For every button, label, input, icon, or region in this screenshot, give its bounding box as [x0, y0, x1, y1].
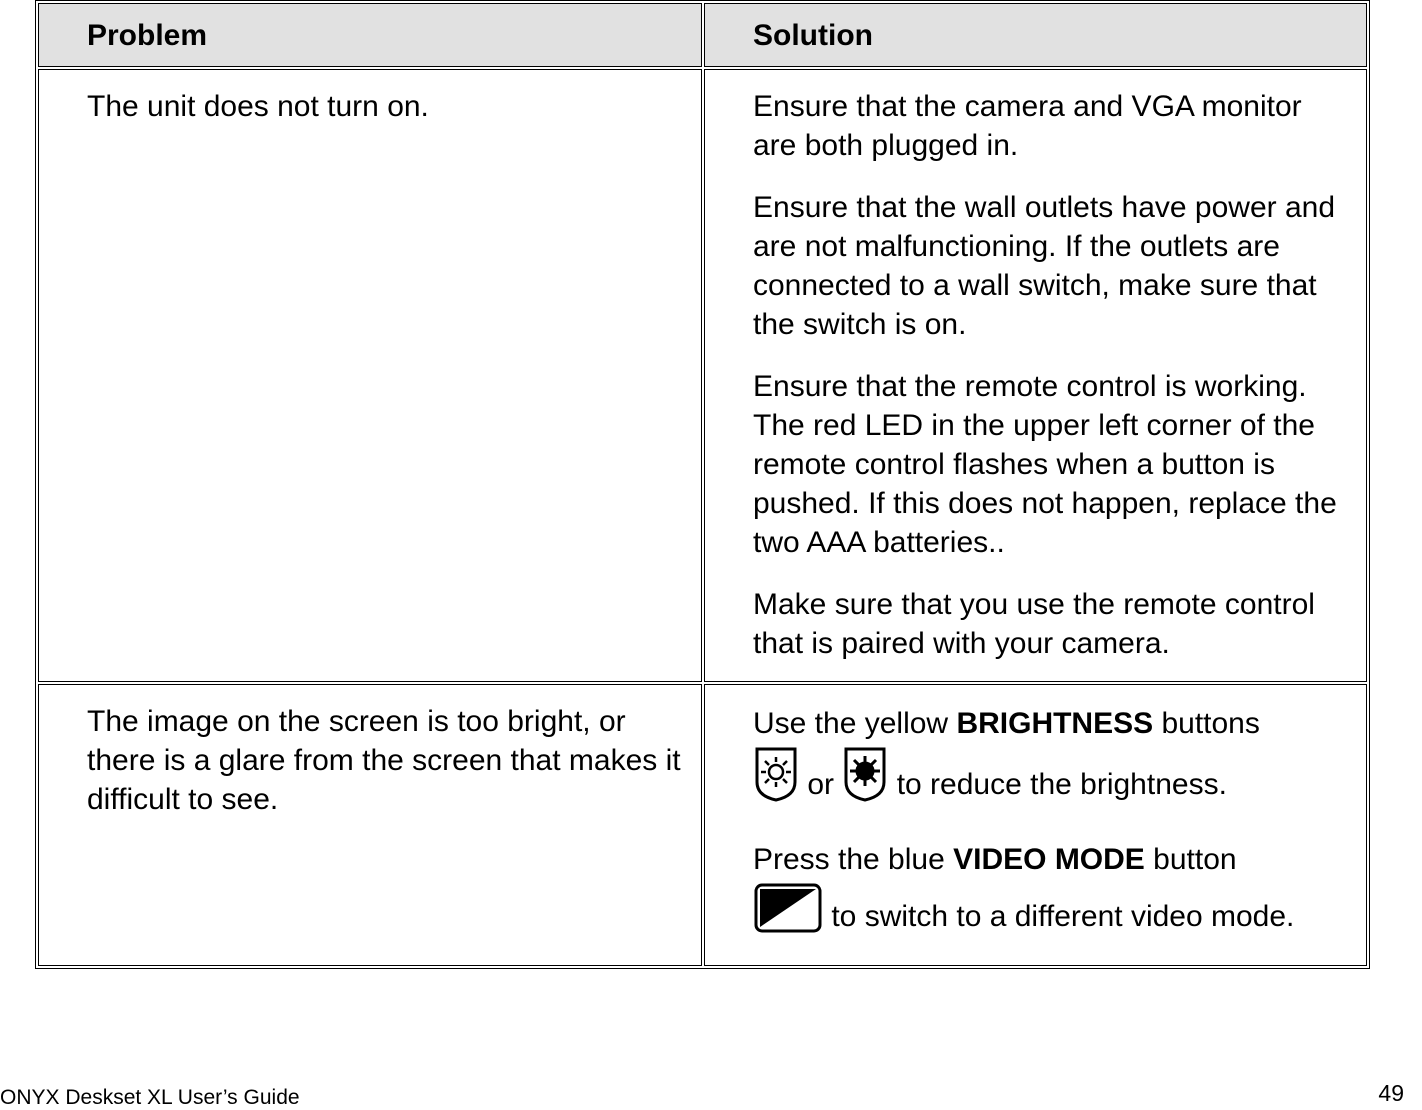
troubleshooting-table	[35, 0, 1370, 969]
table-header-row	[38, 3, 1367, 67]
or-text: or	[799, 768, 843, 801]
solution-cell	[704, 69, 1367, 682]
problem-header: Problem	[38, 3, 702, 67]
table-row	[38, 69, 1367, 682]
videomode-prefix: Press the blue	[753, 843, 954, 876]
brightness-keyword: BRIGHTNESS	[956, 707, 1154, 740]
solution-text: Ensure that the camera and VGA monitor are both plugged in.	[753, 90, 1302, 162]
brightness-suffix: buttons	[1153, 707, 1260, 740]
problem-text: The image on the screen is too bright, or there is a glare from the screen that makes it difficult to see.	[87, 705, 681, 816]
brightness-end-text: to reduce the brightness.	[888, 768, 1227, 801]
problem-cell	[38, 69, 702, 682]
solution-text: Ensure that the wall outlets have power and are not malfunctioning. If the outlets are connected to a wall switch, make sure that the switch is on.	[753, 191, 1336, 341]
table-row	[38, 684, 1367, 966]
videomode-end-text: to switch to a different video mode.	[823, 900, 1295, 933]
brightness-up-icon	[842, 746, 888, 815]
solution-text: Ensure that the remote control is working. The red LED in the upper left corner of the remote control flashes when a button is pushed. If this does not happen, replace the two AAA batteries..	[753, 370, 1337, 559]
videomode-keyword: VIDEO MODE	[953, 843, 1145, 876]
brightness-instruction	[753, 702, 1356, 815]
solution-header: Solution	[704, 3, 1367, 67]
brightness-down-icon	[753, 746, 799, 815]
video-mode-icon	[753, 882, 823, 947]
page-number: 49	[1378, 1080, 1404, 1106]
problem-cell	[38, 684, 702, 966]
problem-text: The unit does not turn on.	[87, 90, 429, 123]
solution-cell	[704, 684, 1367, 966]
footer-guide-title: ONYX Deskset XL User’s Guide	[0, 1086, 300, 1109]
video-mode-instruction	[753, 838, 1356, 947]
solution-text: Make sure that you use the remote control that is paired with your camera.	[753, 588, 1315, 660]
videomode-suffix: button	[1144, 843, 1237, 876]
brightness-prefix: Use the yellow	[753, 707, 957, 740]
